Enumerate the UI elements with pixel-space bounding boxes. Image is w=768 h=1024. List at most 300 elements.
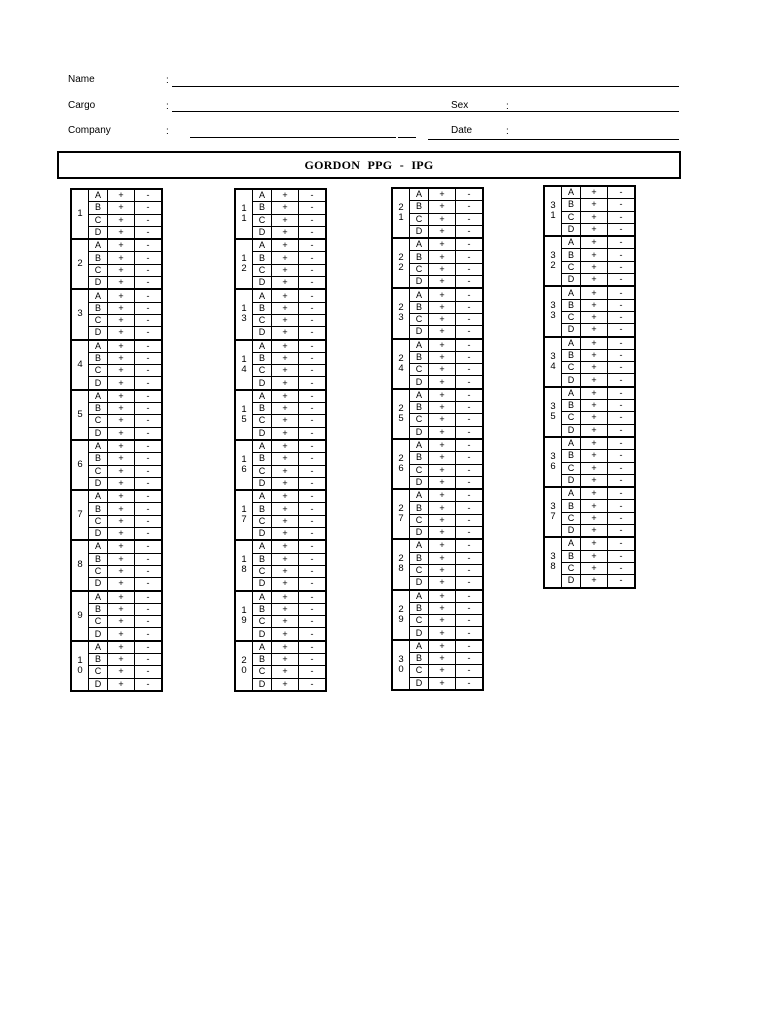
- plus-answer-cell[interactable]: +: [108, 540, 135, 553]
- minus-answer-cell[interactable]: -: [608, 487, 636, 500]
- plus-answer-cell[interactable]: +: [581, 223, 608, 236]
- minus-answer-cell[interactable]: -: [608, 562, 636, 574]
- plus-answer-cell[interactable]: +: [429, 188, 456, 201]
- plus-answer-cell[interactable]: +: [581, 462, 608, 474]
- plus-answer-cell[interactable]: +: [429, 201, 456, 213]
- plus-answer-cell[interactable]: +: [108, 226, 135, 239]
- plus-answer-cell[interactable]: +: [272, 390, 299, 403]
- minus-answer-cell[interactable]: -: [135, 565, 163, 577]
- plus-answer-cell[interactable]: +: [272, 616, 299, 628]
- minus-answer-cell[interactable]: -: [299, 202, 327, 214]
- plus-answer-cell[interactable]: +: [272, 289, 299, 302]
- minus-answer-cell[interactable]: -: [299, 453, 327, 465]
- minus-answer-cell[interactable]: -: [135, 226, 163, 239]
- minus-answer-cell[interactable]: -: [299, 365, 327, 377]
- minus-answer-cell[interactable]: -: [299, 264, 327, 276]
- minus-answer-cell[interactable]: -: [135, 453, 163, 465]
- minus-answer-cell[interactable]: -: [456, 602, 484, 614]
- plus-answer-cell[interactable]: +: [272, 490, 299, 503]
- minus-answer-cell[interactable]: -: [456, 677, 484, 690]
- plus-answer-cell[interactable]: +: [108, 553, 135, 565]
- minus-answer-cell[interactable]: -: [299, 239, 327, 252]
- minus-answer-cell[interactable]: -: [299, 465, 327, 477]
- minus-answer-cell[interactable]: -: [608, 575, 636, 588]
- minus-answer-cell[interactable]: -: [135, 340, 163, 353]
- minus-answer-cell[interactable]: -: [608, 512, 636, 524]
- minus-answer-cell[interactable]: -: [456, 439, 484, 452]
- minus-answer-cell[interactable]: -: [608, 424, 636, 437]
- plus-answer-cell[interactable]: +: [272, 226, 299, 239]
- plus-answer-cell[interactable]: +: [581, 537, 608, 550]
- minus-answer-cell[interactable]: -: [299, 302, 327, 314]
- plus-answer-cell[interactable]: +: [108, 427, 135, 440]
- minus-answer-cell[interactable]: -: [299, 591, 327, 604]
- minus-answer-cell[interactable]: -: [456, 251, 484, 263]
- minus-answer-cell[interactable]: -: [299, 666, 327, 678]
- plus-answer-cell[interactable]: +: [108, 453, 135, 465]
- minus-answer-cell[interactable]: -: [135, 277, 163, 290]
- minus-answer-cell[interactable]: -: [299, 565, 327, 577]
- plus-answer-cell[interactable]: +: [581, 299, 608, 311]
- minus-answer-cell[interactable]: -: [608, 387, 636, 400]
- minus-answer-cell[interactable]: -: [135, 603, 163, 615]
- minus-answer-cell[interactable]: -: [608, 199, 636, 211]
- plus-answer-cell[interactable]: +: [272, 465, 299, 477]
- minus-answer-cell[interactable]: -: [135, 616, 163, 628]
- minus-answer-cell[interactable]: -: [456, 489, 484, 502]
- plus-answer-cell[interactable]: +: [429, 577, 456, 590]
- plus-answer-cell[interactable]: +: [272, 427, 299, 440]
- plus-answer-cell[interactable]: +: [581, 374, 608, 387]
- plus-answer-cell[interactable]: +: [272, 239, 299, 252]
- minus-answer-cell[interactable]: -: [456, 426, 484, 439]
- minus-answer-cell[interactable]: -: [299, 327, 327, 340]
- minus-answer-cell[interactable]: -: [456, 514, 484, 526]
- plus-answer-cell[interactable]: +: [429, 514, 456, 526]
- minus-answer-cell[interactable]: -: [608, 400, 636, 412]
- plus-answer-cell[interactable]: +: [272, 477, 299, 490]
- plus-answer-cell[interactable]: +: [429, 251, 456, 263]
- minus-answer-cell[interactable]: -: [456, 376, 484, 389]
- plus-answer-cell[interactable]: +: [272, 678, 299, 691]
- plus-answer-cell[interactable]: +: [108, 340, 135, 353]
- minus-answer-cell[interactable]: -: [456, 225, 484, 238]
- minus-answer-cell[interactable]: -: [608, 362, 636, 374]
- minus-answer-cell[interactable]: -: [135, 427, 163, 440]
- minus-answer-cell[interactable]: -: [135, 477, 163, 490]
- plus-answer-cell[interactable]: +: [108, 202, 135, 214]
- plus-answer-cell[interactable]: +: [429, 527, 456, 540]
- plus-answer-cell[interactable]: +: [581, 424, 608, 437]
- minus-answer-cell[interactable]: -: [299, 616, 327, 628]
- minus-answer-cell[interactable]: -: [135, 252, 163, 264]
- plus-answer-cell[interactable]: +: [272, 528, 299, 541]
- plus-answer-cell[interactable]: +: [581, 274, 608, 287]
- plus-answer-cell[interactable]: +: [108, 477, 135, 490]
- minus-answer-cell[interactable]: -: [456, 414, 484, 426]
- plus-answer-cell[interactable]: +: [108, 591, 135, 604]
- plus-answer-cell[interactable]: +: [108, 578, 135, 591]
- plus-answer-cell[interactable]: +: [429, 615, 456, 627]
- minus-answer-cell[interactable]: -: [299, 490, 327, 503]
- minus-answer-cell[interactable]: -: [456, 476, 484, 489]
- minus-answer-cell[interactable]: -: [456, 313, 484, 325]
- date-field[interactable]: [428, 139, 679, 140]
- plus-answer-cell[interactable]: +: [581, 387, 608, 400]
- plus-answer-cell[interactable]: +: [272, 578, 299, 591]
- plus-answer-cell[interactable]: +: [108, 440, 135, 453]
- plus-answer-cell[interactable]: +: [581, 500, 608, 512]
- minus-answer-cell[interactable]: -: [608, 311, 636, 323]
- cargo-field[interactable]: [172, 111, 679, 112]
- minus-answer-cell[interactable]: -: [135, 641, 163, 654]
- minus-answer-cell[interactable]: -: [135, 515, 163, 527]
- plus-answer-cell[interactable]: +: [272, 314, 299, 326]
- plus-answer-cell[interactable]: +: [272, 403, 299, 415]
- plus-answer-cell[interactable]: +: [429, 376, 456, 389]
- minus-answer-cell[interactable]: -: [608, 249, 636, 261]
- minus-answer-cell[interactable]: -: [456, 288, 484, 301]
- minus-answer-cell[interactable]: -: [456, 364, 484, 376]
- plus-answer-cell[interactable]: +: [108, 403, 135, 415]
- minus-answer-cell[interactable]: -: [456, 627, 484, 640]
- plus-answer-cell[interactable]: +: [429, 288, 456, 301]
- plus-answer-cell[interactable]: +: [429, 389, 456, 402]
- minus-answer-cell[interactable]: -: [608, 261, 636, 273]
- minus-answer-cell[interactable]: -: [135, 591, 163, 604]
- minus-answer-cell[interactable]: -: [135, 403, 163, 415]
- plus-answer-cell[interactable]: +: [429, 464, 456, 476]
- plus-answer-cell[interactable]: +: [108, 252, 135, 264]
- plus-answer-cell[interactable]: +: [272, 641, 299, 654]
- plus-answer-cell[interactable]: +: [108, 415, 135, 427]
- minus-answer-cell[interactable]: -: [135, 503, 163, 515]
- plus-answer-cell[interactable]: +: [272, 352, 299, 364]
- minus-answer-cell[interactable]: -: [608, 236, 636, 249]
- minus-answer-cell[interactable]: -: [135, 352, 163, 364]
- minus-answer-cell[interactable]: -: [608, 186, 636, 199]
- minus-answer-cell[interactable]: -: [608, 450, 636, 462]
- plus-answer-cell[interactable]: +: [272, 515, 299, 527]
- plus-answer-cell[interactable]: +: [429, 590, 456, 603]
- minus-answer-cell[interactable]: -: [299, 503, 327, 515]
- minus-answer-cell[interactable]: -: [299, 540, 327, 553]
- plus-answer-cell[interactable]: +: [272, 340, 299, 353]
- minus-answer-cell[interactable]: -: [299, 427, 327, 440]
- minus-answer-cell[interactable]: -: [608, 550, 636, 562]
- plus-answer-cell[interactable]: +: [581, 337, 608, 350]
- plus-answer-cell[interactable]: +: [429, 414, 456, 426]
- minus-answer-cell[interactable]: -: [299, 277, 327, 290]
- minus-answer-cell[interactable]: -: [456, 326, 484, 339]
- minus-answer-cell[interactable]: -: [135, 202, 163, 214]
- minus-answer-cell[interactable]: -: [608, 337, 636, 350]
- minus-answer-cell[interactable]: -: [456, 339, 484, 352]
- plus-answer-cell[interactable]: +: [108, 327, 135, 340]
- minus-answer-cell[interactable]: -: [456, 263, 484, 275]
- minus-answer-cell[interactable]: -: [299, 578, 327, 591]
- plus-answer-cell[interactable]: +: [581, 575, 608, 588]
- plus-answer-cell[interactable]: +: [429, 677, 456, 690]
- minus-answer-cell[interactable]: -: [299, 252, 327, 264]
- plus-answer-cell[interactable]: +: [581, 249, 608, 261]
- plus-answer-cell[interactable]: +: [429, 351, 456, 363]
- minus-answer-cell[interactable]: -: [456, 590, 484, 603]
- plus-answer-cell[interactable]: +: [581, 311, 608, 323]
- plus-answer-cell[interactable]: +: [429, 313, 456, 325]
- minus-answer-cell[interactable]: -: [456, 665, 484, 677]
- minus-answer-cell[interactable]: -: [135, 628, 163, 641]
- plus-answer-cell[interactable]: +: [272, 628, 299, 641]
- minus-answer-cell[interactable]: -: [456, 213, 484, 225]
- plus-answer-cell[interactable]: +: [429, 301, 456, 313]
- minus-answer-cell[interactable]: -: [299, 603, 327, 615]
- plus-answer-cell[interactable]: +: [108, 666, 135, 678]
- minus-answer-cell[interactable]: -: [608, 537, 636, 550]
- minus-answer-cell[interactable]: -: [135, 377, 163, 390]
- plus-answer-cell[interactable]: +: [272, 189, 299, 202]
- plus-answer-cell[interactable]: +: [429, 476, 456, 489]
- plus-answer-cell[interactable]: +: [429, 627, 456, 640]
- minus-answer-cell[interactable]: -: [135, 653, 163, 665]
- minus-answer-cell[interactable]: -: [608, 462, 636, 474]
- minus-answer-cell[interactable]: -: [456, 577, 484, 590]
- minus-answer-cell[interactable]: -: [456, 201, 484, 213]
- plus-answer-cell[interactable]: +: [429, 640, 456, 653]
- plus-answer-cell[interactable]: +: [429, 564, 456, 576]
- plus-answer-cell[interactable]: +: [108, 264, 135, 276]
- plus-answer-cell[interactable]: +: [581, 186, 608, 199]
- minus-answer-cell[interactable]: -: [299, 403, 327, 415]
- minus-answer-cell[interactable]: -: [299, 415, 327, 427]
- plus-answer-cell[interactable]: +: [429, 452, 456, 464]
- minus-answer-cell[interactable]: -: [608, 374, 636, 387]
- minus-answer-cell[interactable]: -: [456, 402, 484, 414]
- minus-answer-cell[interactable]: -: [135, 528, 163, 541]
- plus-answer-cell[interactable]: +: [429, 552, 456, 564]
- company-field[interactable]: [190, 137, 396, 138]
- plus-answer-cell[interactable]: +: [429, 665, 456, 677]
- plus-answer-cell[interactable]: +: [581, 437, 608, 450]
- plus-answer-cell[interactable]: +: [272, 540, 299, 553]
- minus-answer-cell[interactable]: -: [299, 226, 327, 239]
- minus-answer-cell[interactable]: -: [608, 324, 636, 337]
- minus-answer-cell[interactable]: -: [456, 527, 484, 540]
- plus-answer-cell[interactable]: +: [272, 277, 299, 290]
- minus-answer-cell[interactable]: -: [299, 377, 327, 390]
- minus-answer-cell[interactable]: -: [135, 678, 163, 691]
- plus-answer-cell[interactable]: +: [108, 616, 135, 628]
- minus-answer-cell[interactable]: -: [608, 223, 636, 236]
- plus-answer-cell[interactable]: +: [429, 489, 456, 502]
- plus-answer-cell[interactable]: +: [272, 565, 299, 577]
- minus-answer-cell[interactable]: -: [299, 653, 327, 665]
- minus-answer-cell[interactable]: -: [299, 352, 327, 364]
- minus-answer-cell[interactable]: -: [299, 314, 327, 326]
- minus-answer-cell[interactable]: -: [135, 553, 163, 565]
- plus-answer-cell[interactable]: +: [581, 324, 608, 337]
- plus-answer-cell[interactable]: +: [581, 236, 608, 249]
- minus-answer-cell[interactable]: -: [299, 641, 327, 654]
- plus-answer-cell[interactable]: +: [581, 400, 608, 412]
- minus-answer-cell[interactable]: -: [299, 214, 327, 226]
- minus-answer-cell[interactable]: -: [135, 239, 163, 252]
- plus-answer-cell[interactable]: +: [429, 364, 456, 376]
- plus-answer-cell[interactable]: +: [108, 678, 135, 691]
- plus-answer-cell[interactable]: +: [581, 211, 608, 223]
- plus-answer-cell[interactable]: +: [429, 426, 456, 439]
- plus-answer-cell[interactable]: +: [581, 362, 608, 374]
- minus-answer-cell[interactable]: -: [456, 276, 484, 289]
- minus-answer-cell[interactable]: -: [456, 552, 484, 564]
- minus-answer-cell[interactable]: -: [456, 464, 484, 476]
- plus-answer-cell[interactable]: +: [272, 603, 299, 615]
- minus-answer-cell[interactable]: -: [456, 564, 484, 576]
- plus-answer-cell[interactable]: +: [429, 652, 456, 664]
- name-field[interactable]: [172, 86, 679, 87]
- plus-answer-cell[interactable]: +: [581, 450, 608, 462]
- plus-answer-cell[interactable]: +: [108, 465, 135, 477]
- plus-answer-cell[interactable]: +: [581, 550, 608, 562]
- minus-answer-cell[interactable]: -: [456, 351, 484, 363]
- plus-answer-cell[interactable]: +: [108, 302, 135, 314]
- plus-answer-cell[interactable]: +: [108, 214, 135, 226]
- minus-answer-cell[interactable]: -: [456, 502, 484, 514]
- minus-answer-cell[interactable]: -: [608, 525, 636, 538]
- plus-answer-cell[interactable]: +: [272, 252, 299, 264]
- minus-answer-cell[interactable]: -: [135, 327, 163, 340]
- plus-answer-cell[interactable]: +: [429, 326, 456, 339]
- plus-answer-cell[interactable]: +: [108, 277, 135, 290]
- plus-answer-cell[interactable]: +: [272, 302, 299, 314]
- minus-answer-cell[interactable]: -: [456, 238, 484, 251]
- plus-answer-cell[interactable]: +: [272, 440, 299, 453]
- plus-answer-cell[interactable]: +: [272, 553, 299, 565]
- minus-answer-cell[interactable]: -: [135, 264, 163, 276]
- minus-answer-cell[interactable]: -: [608, 274, 636, 287]
- plus-answer-cell[interactable]: +: [272, 591, 299, 604]
- minus-answer-cell[interactable]: -: [135, 314, 163, 326]
- plus-answer-cell[interactable]: +: [108, 653, 135, 665]
- plus-answer-cell[interactable]: +: [429, 339, 456, 352]
- plus-answer-cell[interactable]: +: [581, 525, 608, 538]
- plus-answer-cell[interactable]: +: [581, 199, 608, 211]
- minus-answer-cell[interactable]: -: [608, 211, 636, 223]
- minus-answer-cell[interactable]: -: [608, 474, 636, 487]
- plus-answer-cell[interactable]: +: [108, 289, 135, 302]
- plus-answer-cell[interactable]: +: [581, 286, 608, 299]
- plus-answer-cell[interactable]: +: [581, 412, 608, 424]
- plus-answer-cell[interactable]: +: [272, 264, 299, 276]
- minus-answer-cell[interactable]: -: [299, 528, 327, 541]
- minus-answer-cell[interactable]: -: [135, 490, 163, 503]
- plus-answer-cell[interactable]: +: [108, 528, 135, 541]
- plus-answer-cell[interactable]: +: [272, 202, 299, 214]
- plus-answer-cell[interactable]: +: [429, 238, 456, 251]
- minus-answer-cell[interactable]: -: [299, 553, 327, 565]
- plus-answer-cell[interactable]: +: [581, 512, 608, 524]
- minus-answer-cell[interactable]: -: [299, 440, 327, 453]
- minus-answer-cell[interactable]: -: [608, 500, 636, 512]
- minus-answer-cell[interactable]: -: [456, 452, 484, 464]
- plus-answer-cell[interactable]: +: [108, 515, 135, 527]
- minus-answer-cell[interactable]: -: [456, 615, 484, 627]
- plus-answer-cell[interactable]: +: [581, 487, 608, 500]
- plus-answer-cell[interactable]: +: [581, 349, 608, 361]
- minus-answer-cell[interactable]: -: [456, 188, 484, 201]
- minus-answer-cell[interactable]: -: [299, 340, 327, 353]
- plus-answer-cell[interactable]: +: [581, 261, 608, 273]
- minus-answer-cell[interactable]: -: [135, 214, 163, 226]
- minus-answer-cell[interactable]: -: [608, 412, 636, 424]
- minus-answer-cell[interactable]: -: [299, 678, 327, 691]
- plus-answer-cell[interactable]: +: [581, 474, 608, 487]
- minus-answer-cell[interactable]: -: [135, 189, 163, 202]
- minus-answer-cell[interactable]: -: [299, 477, 327, 490]
- plus-answer-cell[interactable]: +: [272, 377, 299, 390]
- plus-answer-cell[interactable]: +: [272, 214, 299, 226]
- plus-answer-cell[interactable]: +: [108, 603, 135, 615]
- plus-answer-cell[interactable]: +: [272, 503, 299, 515]
- minus-answer-cell[interactable]: -: [135, 289, 163, 302]
- minus-answer-cell[interactable]: -: [299, 628, 327, 641]
- minus-answer-cell[interactable]: -: [135, 302, 163, 314]
- minus-answer-cell[interactable]: -: [456, 389, 484, 402]
- plus-answer-cell[interactable]: +: [272, 365, 299, 377]
- plus-answer-cell[interactable]: +: [108, 189, 135, 202]
- plus-answer-cell[interactable]: +: [429, 263, 456, 275]
- plus-answer-cell[interactable]: +: [429, 602, 456, 614]
- plus-answer-cell[interactable]: +: [429, 502, 456, 514]
- minus-answer-cell[interactable]: -: [299, 289, 327, 302]
- plus-answer-cell[interactable]: +: [108, 490, 135, 503]
- plus-answer-cell[interactable]: +: [429, 402, 456, 414]
- plus-answer-cell[interactable]: +: [272, 653, 299, 665]
- minus-answer-cell[interactable]: -: [608, 286, 636, 299]
- minus-answer-cell[interactable]: -: [299, 515, 327, 527]
- plus-answer-cell[interactable]: +: [108, 365, 135, 377]
- plus-answer-cell[interactable]: +: [272, 327, 299, 340]
- minus-answer-cell[interactable]: -: [456, 652, 484, 664]
- plus-answer-cell[interactable]: +: [108, 641, 135, 654]
- plus-answer-cell[interactable]: +: [108, 503, 135, 515]
- plus-answer-cell[interactable]: +: [108, 565, 135, 577]
- minus-answer-cell[interactable]: -: [456, 301, 484, 313]
- minus-answer-cell[interactable]: -: [135, 390, 163, 403]
- minus-answer-cell[interactable]: -: [135, 540, 163, 553]
- plus-answer-cell[interactable]: +: [108, 239, 135, 252]
- minus-answer-cell[interactable]: -: [135, 440, 163, 453]
- plus-answer-cell[interactable]: +: [108, 390, 135, 403]
- minus-answer-cell[interactable]: -: [608, 299, 636, 311]
- minus-answer-cell[interactable]: -: [299, 390, 327, 403]
- minus-answer-cell[interactable]: -: [456, 539, 484, 552]
- plus-answer-cell[interactable]: +: [429, 539, 456, 552]
- minus-answer-cell[interactable]: -: [135, 465, 163, 477]
- minus-answer-cell[interactable]: -: [608, 349, 636, 361]
- plus-answer-cell[interactable]: +: [272, 666, 299, 678]
- plus-answer-cell[interactable]: +: [429, 225, 456, 238]
- plus-answer-cell[interactable]: +: [272, 415, 299, 427]
- minus-answer-cell[interactable]: -: [135, 415, 163, 427]
- plus-answer-cell[interactable]: +: [108, 628, 135, 641]
- plus-answer-cell[interactable]: +: [272, 453, 299, 465]
- plus-answer-cell[interactable]: +: [108, 314, 135, 326]
- plus-answer-cell[interactable]: +: [581, 562, 608, 574]
- minus-answer-cell[interactable]: -: [135, 666, 163, 678]
- plus-answer-cell[interactable]: +: [429, 213, 456, 225]
- plus-answer-cell[interactable]: +: [108, 352, 135, 364]
